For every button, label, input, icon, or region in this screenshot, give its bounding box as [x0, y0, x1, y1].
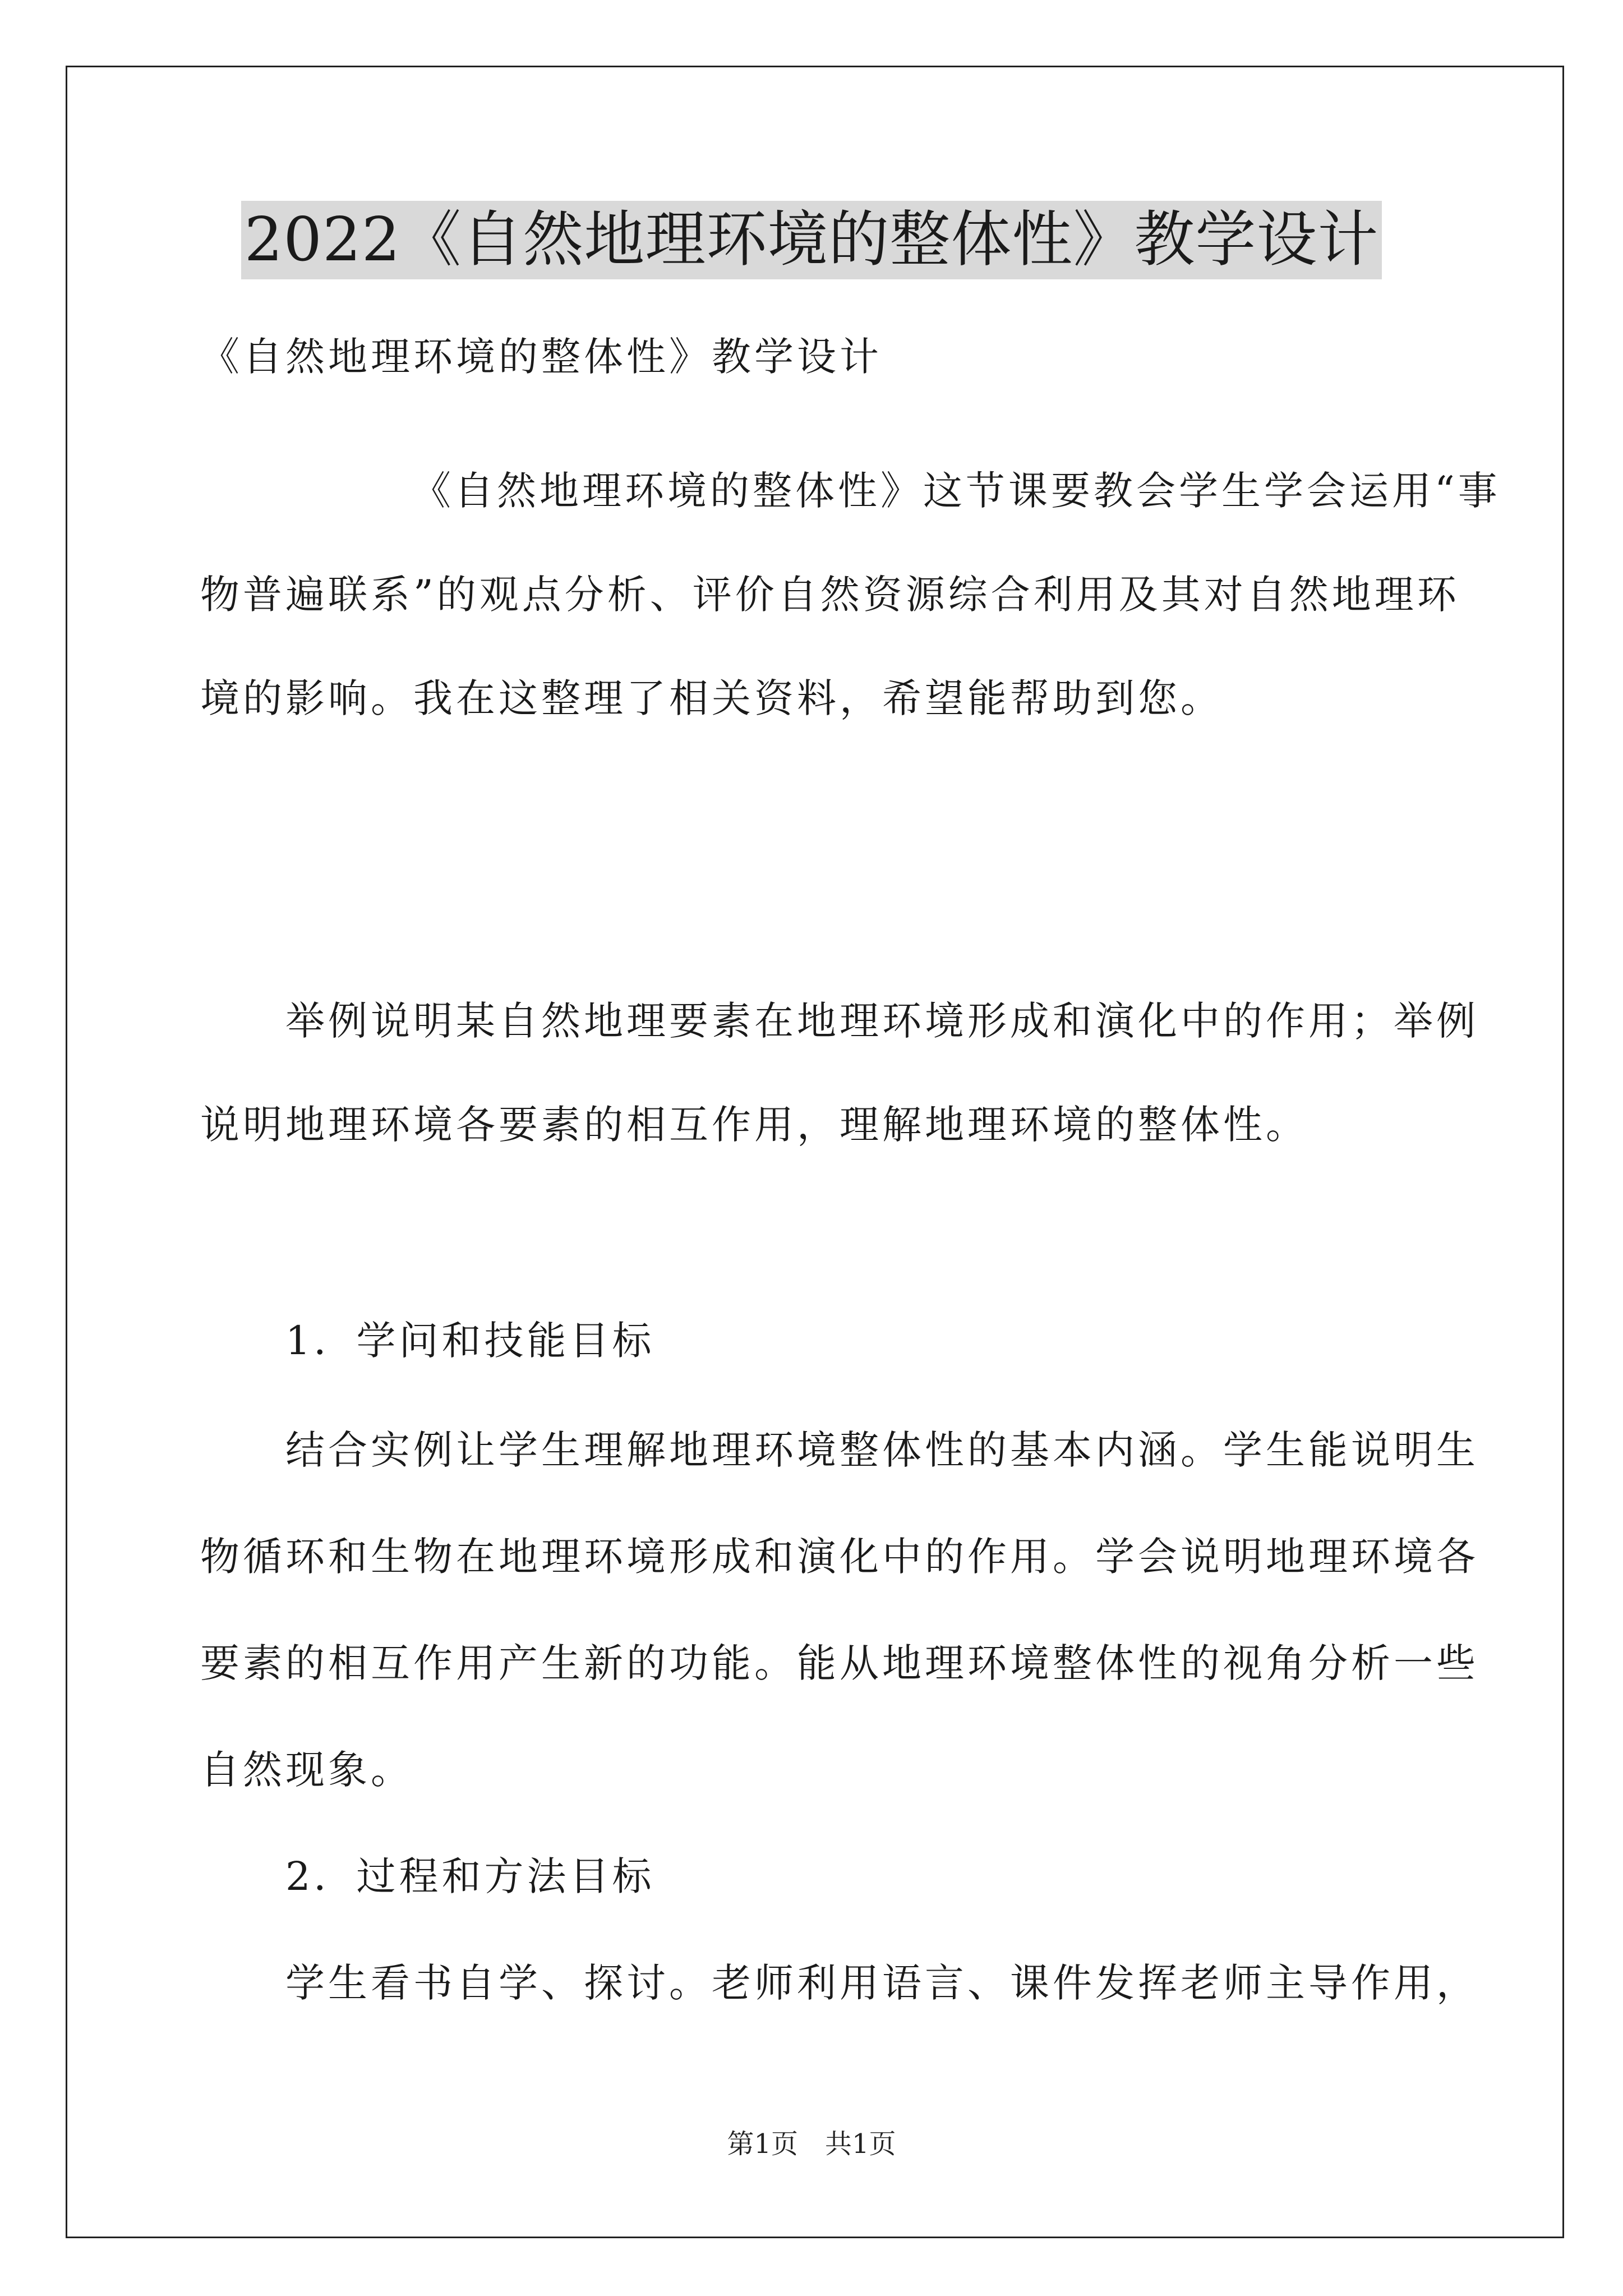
- document-title: 2022《自然地理环境的整体性》教学设计: [241, 201, 1382, 279]
- paragraph-line: 学生看书自学、探讨。老师利用语言、课件发挥老师主导作用，: [200, 1960, 1479, 2006]
- section-heading: 1．学问和技能目标: [200, 1318, 655, 1364]
- paragraph-line: 境的影响。我在这整理了相关资料，希望能帮助到您。: [200, 675, 1223, 721]
- page-footer: 第1页 共1页: [727, 2128, 896, 2160]
- paragraph-line: 说明地理环境各要素的相互作用，理解地理环境的整体性。: [200, 1102, 1308, 1148]
- paragraph-line: 结合实例让学生理解地理环境整体性的基本内涵。学生能说明生: [200, 1427, 1479, 1473]
- paragraph-line: 举例说明某自然地理要素在地理环境形成和演化中的作用；举例: [200, 998, 1479, 1044]
- paragraph-line: 《自然地理环境的整体性》这节课要教会学生学会运用“事: [346, 468, 1501, 514]
- paragraph-line: 要素的相互作用产生新的功能。能从地理环境整体性的视角分析一些: [200, 1640, 1479, 1686]
- paragraph-line: 物普遍联系”的观点分析、评价自然资源综合利用及其对自然地理环: [200, 572, 1460, 618]
- title-container: [0, 201, 1623, 279]
- paragraph-line: 自然现象。: [200, 1747, 413, 1793]
- section-heading: 2．过程和方法目标: [200, 1853, 655, 1899]
- subtitle-line: 《自然地理环境的整体性》教学设计: [200, 334, 882, 380]
- paragraph-line: 物循环和生物在地理环境形成和演化中的作用。学会说明地理环境各: [200, 1534, 1479, 1580]
